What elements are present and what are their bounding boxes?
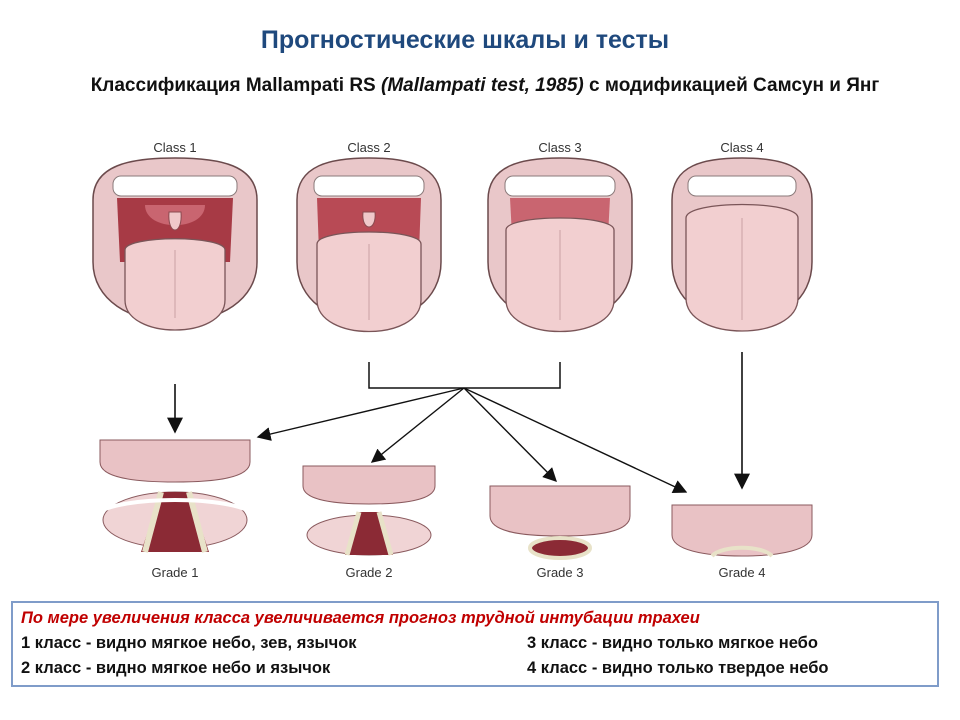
subtitle-part3: с модификацией Самсун и Янг bbox=[583, 75, 880, 96]
larynx-grade-2 bbox=[303, 466, 435, 555]
caption-class-3: 3 класс - видно только мягкое небо bbox=[527, 634, 818, 652]
caption-intro: По мере увеличения класса увеличивается прогноз трудной интубации трахеи bbox=[21, 609, 700, 627]
grade-2-label: Grade 2 bbox=[345, 565, 393, 580]
larynx-grade-1 bbox=[95, 440, 255, 552]
caption-box bbox=[11, 601, 939, 687]
class-2-3-bracket bbox=[369, 362, 560, 388]
arrow-bracket-grade3 bbox=[464, 388, 556, 481]
subtitle-part2: (Mallampati test, 1985) bbox=[381, 75, 584, 96]
arrow-bracket-grade4 bbox=[464, 388, 686, 492]
class-2-label: Class 2 bbox=[347, 140, 391, 155]
class-1-label: Class 1 bbox=[153, 140, 197, 155]
slide-title: Прогностические шкалы и тесты bbox=[260, 26, 670, 54]
caption-class-1: 1 класс - видно мягкое небо, зев, язычок bbox=[21, 634, 357, 652]
larynx-grade-3 bbox=[490, 486, 630, 558]
caption-class-2: 2 класс - видно мягкое небо и язычок bbox=[21, 659, 331, 677]
grade-3-label: Grade 3 bbox=[536, 565, 584, 580]
mouth-class-2 bbox=[297, 158, 441, 332]
grade-4-label: Grade 4 bbox=[718, 565, 766, 580]
mouth-class-3 bbox=[488, 158, 632, 332]
subtitle-part1: Классификация Mallampati RS bbox=[90, 75, 382, 96]
grade-1-label: Grade 1 bbox=[151, 565, 199, 580]
mouth-class-1 bbox=[93, 158, 257, 330]
larynx-grade-4 bbox=[672, 505, 812, 556]
mouth-class-4 bbox=[672, 158, 812, 331]
class-3-label: Class 3 bbox=[538, 140, 582, 155]
caption-class-4: 4 класс - видно только твердое небо bbox=[527, 659, 829, 677]
class-4-label: Class 4 bbox=[720, 140, 764, 155]
